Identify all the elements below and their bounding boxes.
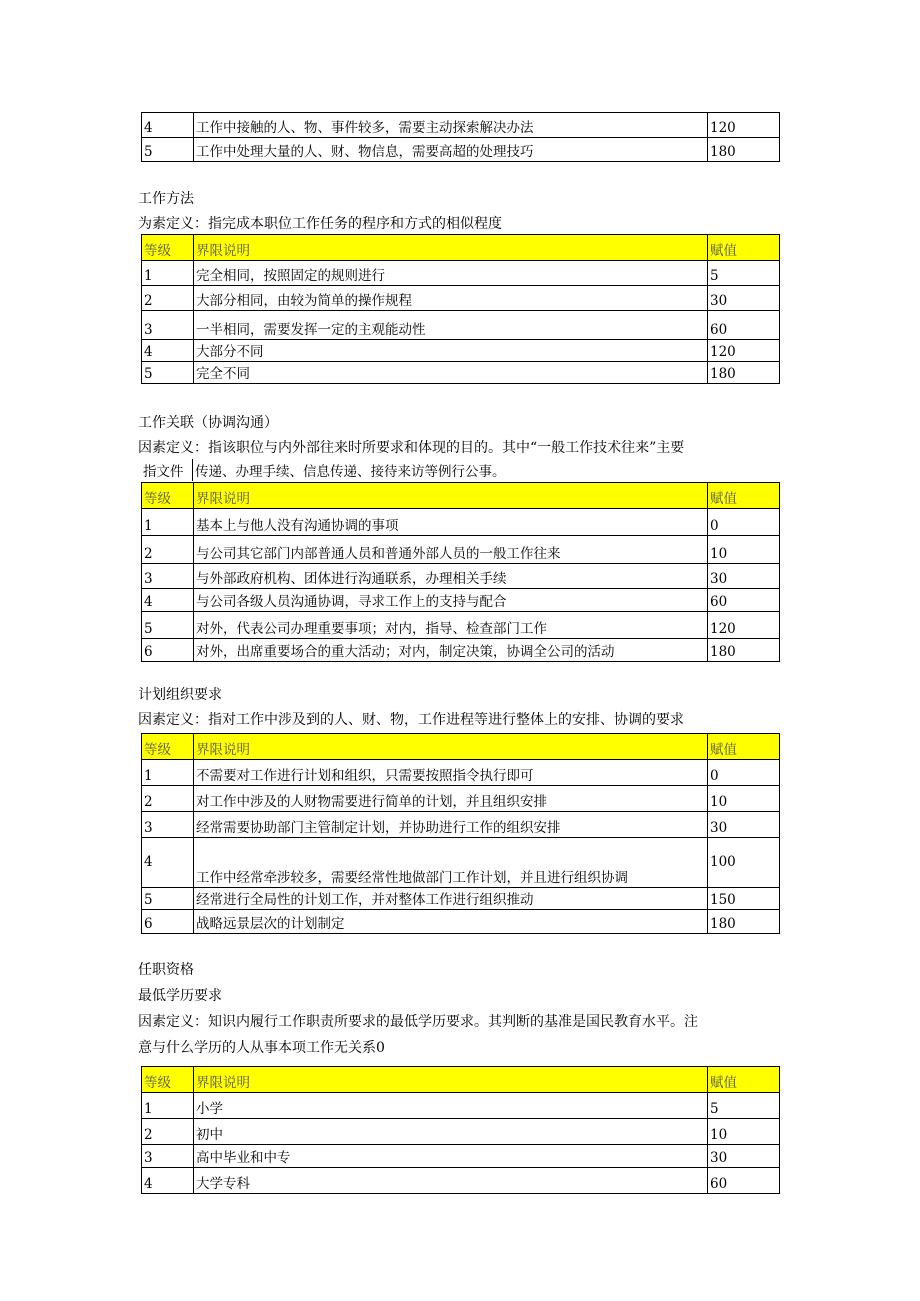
level-cell: 4: [142, 589, 194, 612]
desc-cell: 大部分相同，由较为简单的操作规程: [194, 286, 708, 311]
table-row: [142, 812, 780, 838]
table-row: [142, 340, 780, 362]
value-cell: 0: [708, 509, 780, 536]
value-cell: 100: [708, 838, 780, 888]
definition-education-line1: 因素定义：知识内履行工作职责所要求的最低学历要求。其判断的基准是国民教育水平。注: [138, 1014, 698, 1030]
value-cell: 150: [708, 888, 780, 910]
table-header-row: [142, 1067, 780, 1093]
header-level: 等级: [142, 1067, 194, 1093]
table-row: [142, 612, 780, 639]
level-cell: 1: [142, 509, 194, 536]
level-cell: 2: [142, 286, 194, 311]
value-cell: 60: [708, 1168, 780, 1194]
desc-cell: 经常需要协助部门主管制定计划，并协助进行工作的组织安排: [194, 812, 708, 838]
definition-work-relation: 因素定义：指该职位与内外部往来时所要求和体现的目的。其中“一般工作技术往来”主要: [138, 440, 685, 456]
level-cell: 2: [142, 786, 194, 812]
level-cell: 1: [142, 1093, 194, 1119]
value-cell: 120: [708, 340, 780, 362]
desc-cell: 工作中经常牵涉较多，需要经常性地做部门工作计划，并且进行组织协调: [194, 838, 708, 888]
value-cell: 180: [708, 362, 780, 384]
level-cell: 5: [142, 362, 194, 384]
desc-cell: 战略远景层次的计划制定: [194, 910, 708, 934]
value-cell: 120: [708, 612, 780, 639]
level-cell: 5: [142, 138, 194, 162]
table-row: [142, 910, 780, 934]
value-cell: 0: [708, 760, 780, 786]
table-row: [142, 138, 780, 162]
level-cell: 1: [142, 760, 194, 786]
header-level: 等级: [142, 235, 194, 261]
table-row: [142, 509, 780, 536]
desc-cell: 对外，代表公司办理重要事项；对内，指导、检查部门工作: [194, 612, 708, 639]
definition-education-line2: 意与什么学历的人从事本项工作无关系0: [138, 1040, 385, 1056]
desc-cell: 初中: [194, 1119, 708, 1145]
desc-cell: 工作中接触的人、物、事件较多，需要主动探索解决办法: [194, 113, 708, 138]
table-header-row: [142, 734, 780, 760]
table-row: [142, 261, 780, 286]
header-desc: 界限说明: [194, 734, 708, 760]
desc-cell: 大部分不同: [194, 340, 708, 362]
desc-cell: 小学: [194, 1093, 708, 1119]
table-task-complexity-continued: [141, 112, 780, 162]
table-row: [142, 362, 780, 384]
header-value: 赋值: [708, 734, 780, 760]
level-cell: 指文件: [141, 459, 193, 481]
section-title-work-method: 工作方法: [138, 191, 194, 207]
value-cell: 120: [708, 113, 780, 138]
level-cell: 3: [142, 1145, 194, 1168]
value-cell: 30: [708, 812, 780, 838]
table-row: [142, 536, 780, 564]
value-cell: 10: [708, 536, 780, 564]
value-cell: 30: [708, 1145, 780, 1168]
desc-cell: 对工作中涉及的人财物需要进行简单的计划，并且组织安排: [194, 786, 708, 812]
level-cell: 2: [142, 1119, 194, 1145]
header-value: 赋值: [708, 1067, 780, 1093]
table-row: [142, 1168, 780, 1194]
value-cell: 60: [708, 311, 780, 340]
level-cell: 3: [142, 812, 194, 838]
level-cell: 5: [142, 888, 194, 910]
level-cell: 3: [142, 311, 194, 340]
level-cell: 2: [142, 536, 194, 564]
table-row: [142, 1093, 780, 1119]
header-level: 等级: [142, 734, 194, 760]
level-cell: 5: [142, 612, 194, 639]
table-row: [142, 1145, 780, 1168]
table-row: [142, 311, 780, 340]
desc-cell: 完全相同，按照固定的规则进行: [194, 261, 708, 286]
table-row: [142, 888, 780, 910]
desc-cell: 大学专科: [194, 1168, 708, 1194]
section-title-planning: 计划组织要求: [138, 687, 222, 703]
level-cell: 6: [142, 639, 194, 662]
value-cell: 10: [708, 1119, 780, 1145]
table-planning: [141, 733, 780, 934]
value-cell: 30: [708, 564, 780, 589]
header-level: 等级: [142, 483, 194, 509]
value-cell: 180: [708, 138, 780, 162]
desc-cell: 传递、办理手续、信息传递、接待来访等例行公事。: [193, 459, 707, 481]
value-cell: 30: [708, 286, 780, 311]
table-row: [142, 113, 780, 138]
level-cell: 3: [142, 564, 194, 589]
value-cell: 5: [708, 261, 780, 286]
header-value: 赋值: [708, 235, 780, 261]
desc-cell: 工作中处理大量的人、财、物信息，需要高超的处理技巧: [194, 138, 708, 162]
table-header-row: [142, 483, 780, 509]
desc-cell: 与外部政府机构、团体进行沟通联系，办理相关手续: [194, 564, 708, 589]
table-row: [142, 564, 780, 589]
table-work-method: [141, 234, 780, 384]
table-row: [142, 639, 780, 662]
value-cell: 10: [708, 786, 780, 812]
value-cell: 180: [708, 910, 780, 934]
level-cell: 6: [142, 910, 194, 934]
table-row: [142, 286, 780, 311]
value-cell: 5: [708, 1093, 780, 1119]
header-desc: 界限说明: [194, 235, 708, 261]
level-cell: 4: [142, 1168, 194, 1194]
header-desc: 界限说明: [194, 483, 708, 509]
desc-cell: 对外，出席重要场合的重大活动；对内，制定决策，协调全公司的活动: [194, 639, 708, 662]
definition-work-method: 为素定义：指完成本职位工作任务的程序和方式的相似程度: [138, 216, 502, 232]
level-cell: 4: [142, 340, 194, 362]
level-cell: 4: [142, 838, 194, 888]
desc-cell: 与公司其它部门内部普通人员和普通外部人员的一般工作往来: [194, 536, 708, 564]
level-cell: 1: [142, 261, 194, 286]
table-row: [142, 589, 780, 612]
desc-cell: 完全不同: [194, 362, 708, 384]
table-work-relation: [141, 482, 780, 662]
desc-cell: 一半相同，需要发挥一定的主观能动性: [194, 311, 708, 340]
table-row: [142, 760, 780, 786]
table-row: [142, 786, 780, 812]
table-work-relation-pre: [141, 459, 777, 481]
table-row: [142, 838, 780, 888]
desc-cell: 经常进行全局性的计划工作，并对整体工作进行组织推动: [194, 888, 708, 910]
header-desc: 界限说明: [194, 1067, 708, 1093]
section-title-qualifications: 任职资格: [138, 962, 194, 978]
definition-planning: 因素定义：指对工作中涉及到的人、财、物，工作进程等进行整体上的安排、协调的要求: [138, 712, 684, 728]
value-cell: 60: [708, 589, 780, 612]
desc-cell: 高中毕业和中专: [194, 1145, 708, 1168]
level-cell: 4: [142, 113, 194, 138]
table-row: [141, 459, 777, 481]
desc-cell: 基本上与他人没有沟通协调的事项: [194, 509, 708, 536]
header-value: 赋值: [708, 483, 780, 509]
table-education: [141, 1066, 780, 1194]
value-cell: 180: [708, 639, 780, 662]
section-title-work-relation: 工作关联（协调沟通）: [138, 415, 278, 431]
desc-cell: 不需要对工作进行计划和组织，只需要按照指令执行即可: [194, 760, 708, 786]
table-header-row: [142, 235, 780, 261]
value-cell: [706, 459, 777, 481]
subsection-title-education: 最低学历要求: [138, 988, 222, 1004]
desc-cell: 与公司各级人员沟通协调，寻求工作上的支持与配合: [194, 589, 708, 612]
table-row: [142, 1119, 780, 1145]
